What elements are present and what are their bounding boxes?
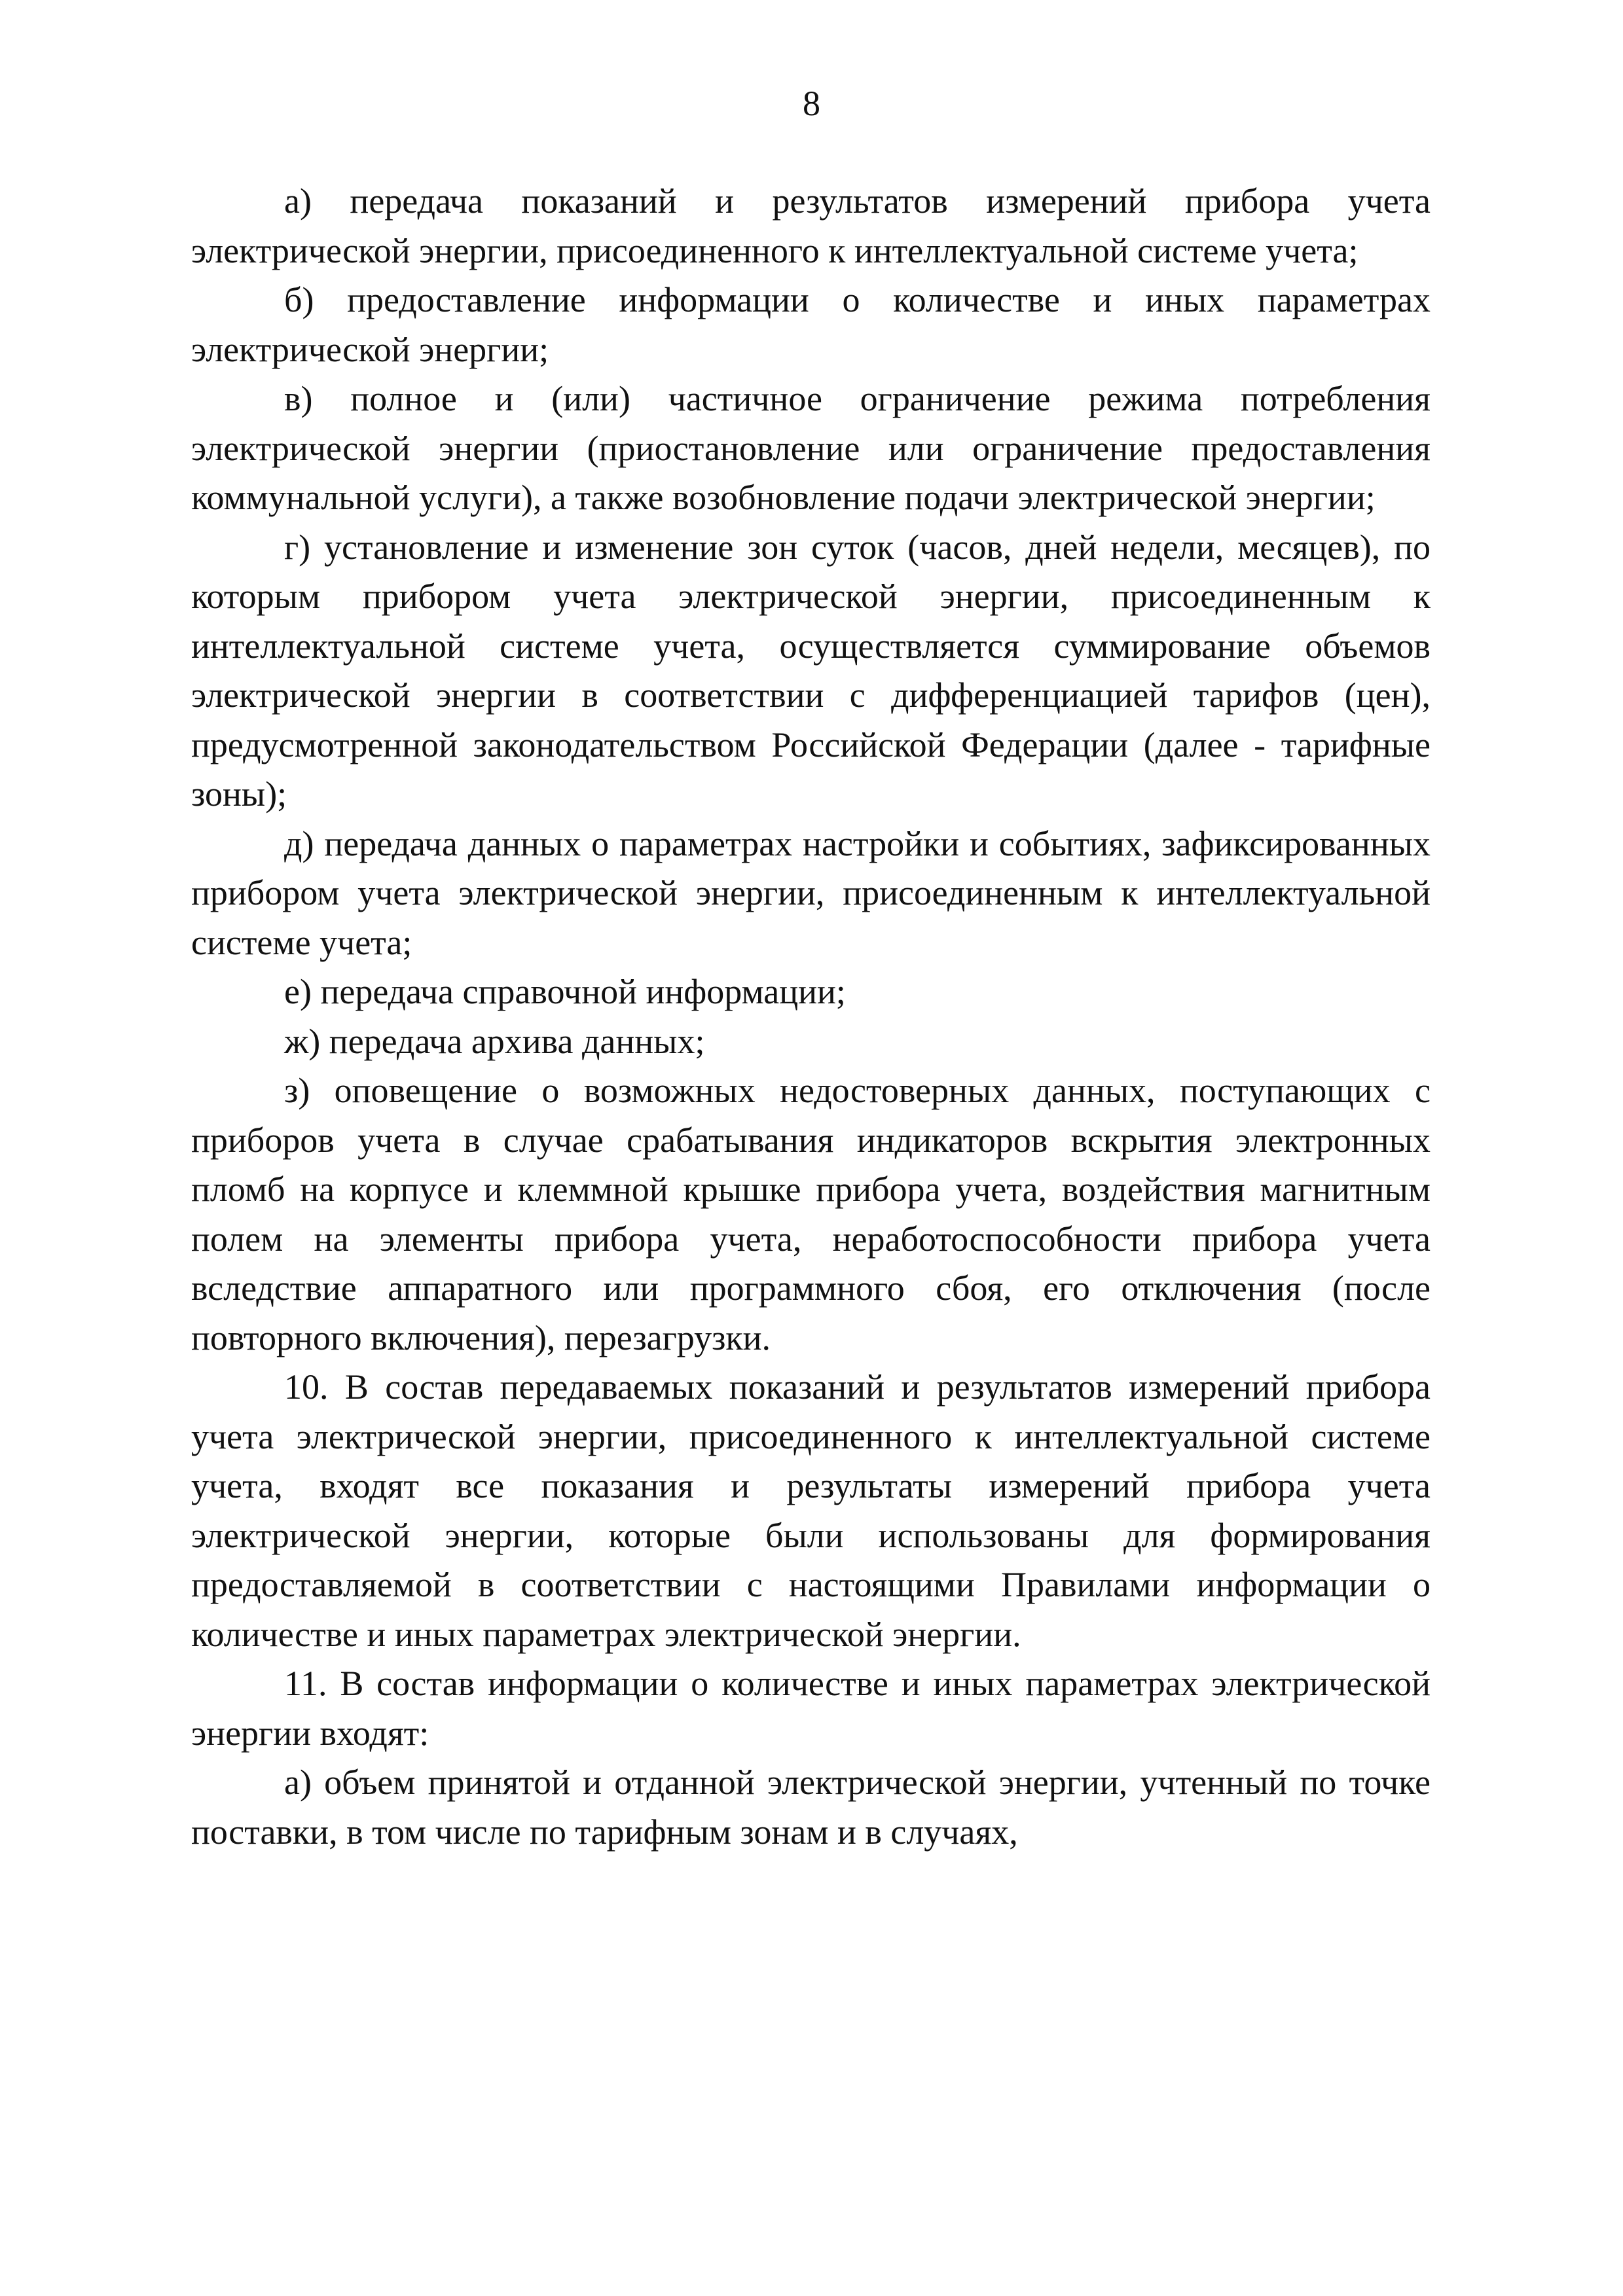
paragraph-item-b: б) предоставление информации о количестве и иных параметрах электрической энергии; bbox=[191, 280, 1431, 369]
paragraph-item-d: д) передача данных о параметрах настройки и событиях, зафиксированных прибором учета электрической энергии, присоединенным к интеллектуальной системе учета; bbox=[191, 823, 1431, 962]
paragraph-item-v: в) полное и (или) частичное ограничение режима потребления электрической энергии (приостановление или ограничение предоставления коммунальной услуги), а также возобновление подачи электрической энергии; bbox=[191, 379, 1431, 517]
page-number: 8 bbox=[803, 84, 820, 123]
paragraph-item-a: а) передача показаний и результатов измерений прибора учета электрической энергии, присоединенного к интеллектуальной системе учета; bbox=[191, 181, 1431, 270]
paragraph-clause-10: 10. В состав передаваемых показаний и результатов измерений прибора учета электрической энергии, присоединенного к интеллектуальной системе учета, входят все показания и результаты измерений прибора учета электрической энергии, которые были использованы для формирования предоставляемой в соответствии с настоящими Правилами информации о количестве и иных параметрах электрической энергии. bbox=[191, 1367, 1431, 1654]
paragraph-item-e: е) передача справочной информации; bbox=[284, 972, 846, 1011]
paragraph-item-zh: ж) передача архива данных; bbox=[284, 1021, 705, 1061]
paragraph-clause-11: 11. В состав информации о количестве и иных параметрах электрической энергии входят: bbox=[191, 1664, 1431, 1753]
paragraph-item-z: з) оповещение о возможных недостоверных данных, поступающих с приборов учета в случае срабатывания индикаторов вскрытия электронных пломб на корпусе и клеммной крышке прибора учета, воздействия магнитным полем на элементы прибора учета, неработоспособности прибора учета вследствие аппаратного или программного сбоя, его отключения (после повторного включения), перезагрузки. bbox=[191, 1071, 1431, 1357]
paragraph-item-g: г) установление и изменение зон суток (часов, дней недели, месяцев), по которым прибором учета электрической энергии, присоединенным к интеллектуальной системе учета, осуществляется суммирование объемов электрической энергии в соответствии с дифференциацией тарифов (цен), предусмотренной законодательством Российской Федерации (далее - тарифные зоны); bbox=[191, 527, 1431, 814]
document-body bbox=[191, 177, 1431, 1857]
paragraph-clause-11-item-a: а) объем принятой и отданной электрической энергии, учтенный по точке поставки, в том числе по тарифным зонам и в случаях, bbox=[191, 1763, 1431, 1852]
